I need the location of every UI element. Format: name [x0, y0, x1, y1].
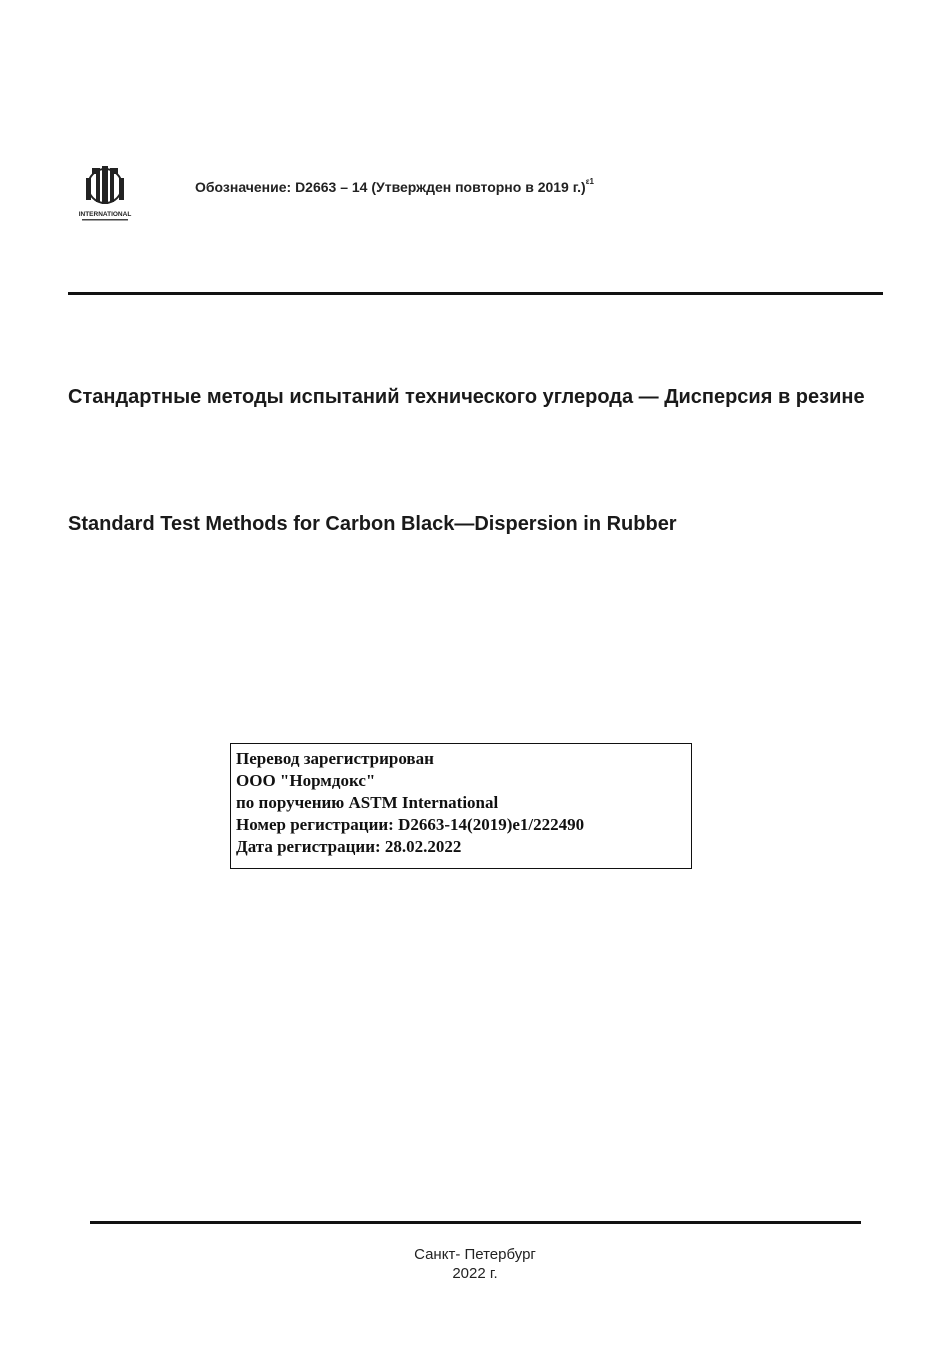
designation-text: Обозначение: D2663 – 14 (Утвержден повторно в 2019 г.): [195, 179, 586, 195]
registration-number: Номер регистрации: D2663-14(2019)e1/222490: [236, 815, 585, 834]
astm-logo-icon: [78, 164, 132, 222]
bottom-divider: [90, 1221, 861, 1224]
registration-date: Дата регистрации: 28.02.2022: [236, 837, 462, 856]
registration-box: [230, 743, 692, 869]
top-divider: [68, 292, 883, 295]
designation: [195, 179, 594, 195]
designation-superscript: ε1: [585, 177, 594, 187]
title-english: Standard Test Methods for Carbon Black—Dispersion in Rubber: [68, 513, 677, 535]
registration-line-1: Перевод зарегистрирован: [236, 749, 434, 768]
registration-line-3: по поручению ASTM International: [236, 793, 499, 812]
title-russian: Стандартные методы испытаний технического углерода — Дисперсия в резине: [68, 386, 865, 408]
logo-subtext: INTERNATIONAL: [78, 211, 132, 218]
footer-city: Санкт- Петербург: [414, 1246, 536, 1263]
registration-line-2: ООО "Нормдокс": [236, 771, 376, 790]
footer-year: 2022 г.: [452, 1265, 498, 1282]
